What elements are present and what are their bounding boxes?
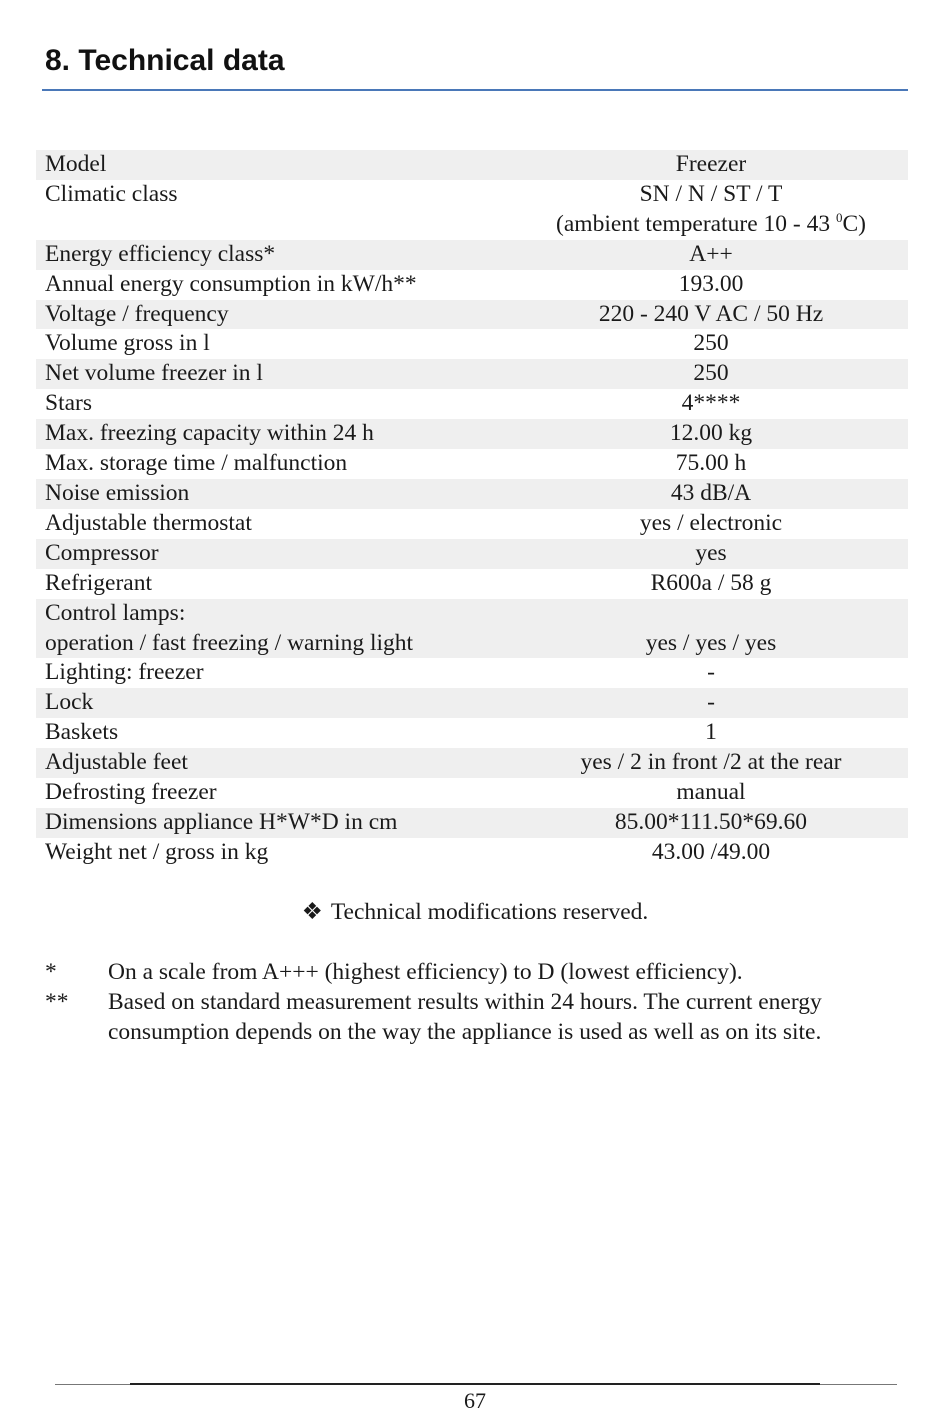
table-row bbox=[36, 479, 908, 509]
spec-label: Max. storage time / malfunction bbox=[45, 450, 348, 477]
spec-label: Annual energy consumption in kW/h** bbox=[45, 270, 417, 297]
spec-label: Volume gross in l bbox=[45, 330, 210, 357]
table-row bbox=[36, 270, 908, 300]
table-row bbox=[36, 569, 908, 599]
spec-label: Net volume freezer in l bbox=[36, 359, 514, 389]
heading-underline bbox=[42, 89, 908, 91]
spec-value-line: yes / yes / yes bbox=[645, 629, 777, 656]
spec-value: 4**** bbox=[681, 390, 741, 417]
spec-value: 1 bbox=[705, 719, 717, 746]
table-row bbox=[36, 240, 908, 270]
spec-label: Adjustable thermostat bbox=[45, 509, 252, 536]
spec-label: Max. freezing capacity within 24 h bbox=[36, 419, 514, 449]
spec-label: Energy efficiency class* bbox=[36, 240, 514, 270]
spec-value: 12.00 kg bbox=[514, 419, 908, 449]
spec-value: 250 bbox=[514, 359, 908, 389]
footnote bbox=[45, 957, 915, 987]
spec-label: Baskets bbox=[45, 719, 119, 746]
spec-value: 75.00 h bbox=[675, 450, 747, 477]
notice-text: Technical modifications reserved. bbox=[330, 899, 649, 925]
footnote-mark: * bbox=[45, 959, 57, 985]
spec-label: Refrigerant bbox=[45, 569, 153, 596]
spec-label: Stars bbox=[45, 390, 92, 417]
spec-value: - bbox=[707, 659, 715, 686]
spec-value: R600a / 58 g bbox=[650, 569, 772, 596]
table-row bbox=[36, 300, 908, 330]
table-row bbox=[36, 778, 908, 808]
footnote-mark: ** bbox=[45, 989, 69, 1015]
spec-label: Defrosting freezer bbox=[45, 779, 217, 806]
spec-value: - bbox=[514, 688, 908, 718]
spec-value: 85.00*111.50*69.60 bbox=[514, 808, 908, 838]
spec-label-line: Control lamps: bbox=[45, 599, 186, 626]
spec-label: Weight net / gross in kg bbox=[45, 838, 269, 865]
spec-value: 193.00 bbox=[678, 270, 744, 297]
spec-label: Voltage / frequency bbox=[36, 300, 514, 330]
page-number: 67 bbox=[464, 1388, 486, 1413]
spec-value-part: (ambient temperature 10 - 43 bbox=[556, 210, 836, 237]
spec-label: Dimensions appliance H*W*D in cm bbox=[36, 808, 514, 838]
table-row bbox=[36, 509, 908, 539]
footnote bbox=[45, 987, 915, 1047]
diamond-bullet-icon: ❖ bbox=[301, 899, 323, 925]
spec-label: Noise emission bbox=[36, 479, 514, 509]
spec-value: yes / electronic bbox=[639, 509, 783, 536]
spec-label: Climatic class bbox=[45, 180, 178, 207]
spec-value bbox=[514, 180, 908, 240]
spec-value bbox=[514, 599, 908, 659]
degree-superscript: 0 bbox=[835, 209, 843, 225]
section-heading: 8. Technical data bbox=[45, 44, 285, 77]
spec-label-line: operation / fast freezing / warning light bbox=[45, 629, 414, 656]
spec-value-line: SN / N / ST / T bbox=[639, 180, 783, 207]
spec-label: Lock bbox=[36, 688, 514, 718]
table-row bbox=[36, 419, 908, 449]
spec-value: 43.00 /49.00 bbox=[651, 838, 771, 865]
spec-value: yes / 2 in front /2 at the rear bbox=[514, 748, 908, 778]
footnotes bbox=[45, 957, 915, 1047]
table-row bbox=[36, 329, 908, 359]
spec-value-line bbox=[514, 210, 908, 240]
spec-value: 250 bbox=[693, 330, 729, 357]
footer-divider-accent bbox=[130, 1383, 820, 1385]
spec-value-line bbox=[514, 599, 908, 629]
table-row bbox=[36, 748, 908, 778]
spec-label: Compressor bbox=[36, 539, 514, 569]
spec-value: 220 - 240 V AC / 50 Hz bbox=[514, 300, 908, 330]
table-row bbox=[36, 359, 908, 389]
spec-value: manual bbox=[676, 779, 746, 806]
table-row bbox=[36, 449, 908, 479]
table-row bbox=[36, 599, 908, 659]
footnote-text: On a scale from A+++ (highest efficiency) to D (lowest efficiency). bbox=[108, 959, 743, 985]
table-row bbox=[36, 150, 908, 180]
technical-data-table bbox=[36, 150, 908, 868]
spec-value: Freezer bbox=[514, 150, 908, 180]
table-row bbox=[36, 688, 908, 718]
table-row bbox=[36, 389, 908, 419]
spec-label: Model bbox=[36, 150, 514, 180]
notice-line bbox=[0, 897, 950, 926]
spec-label: Adjustable feet bbox=[36, 748, 514, 778]
table-row bbox=[36, 539, 908, 569]
spec-label: Lighting: freezer bbox=[45, 659, 204, 686]
table-row bbox=[36, 658, 908, 688]
spec-label bbox=[36, 599, 514, 659]
table-row bbox=[36, 808, 908, 838]
spec-value: 43 dB/A bbox=[514, 479, 908, 509]
table-row bbox=[36, 180, 908, 240]
footnote-text: Based on standard measurement results within 24 hours. The current energy consumption depends on the way the appliance is used as well as on its site. bbox=[108, 989, 822, 1045]
spec-value-part: C) bbox=[842, 210, 866, 237]
table-row bbox=[36, 838, 908, 868]
table-row bbox=[36, 718, 908, 748]
spec-value: yes bbox=[514, 539, 908, 569]
spec-value: A++ bbox=[514, 240, 908, 270]
